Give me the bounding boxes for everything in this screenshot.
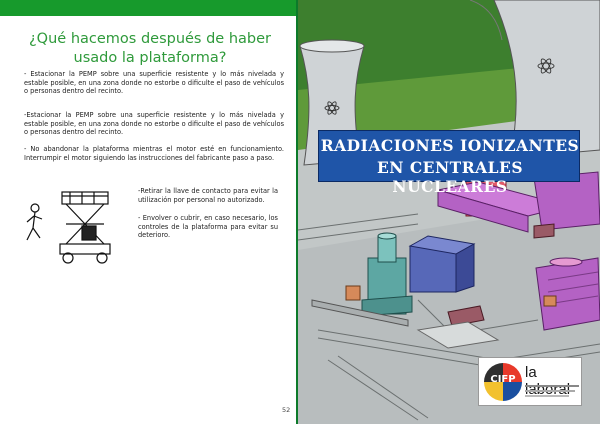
logo-subtitle-line bbox=[525, 385, 579, 387]
left-page bbox=[0, 0, 298, 424]
cifp-la-laboral-logo bbox=[478, 357, 582, 406]
paragraph-4: -Retirar la llave de contacto para evitar la utilización por personal no autorizado. bbox=[138, 187, 278, 204]
logo-name-text: la bbox=[525, 364, 537, 381]
paragraph-3: - No abandonar la plataforma mientras el motor esté en funcionamiento. Interrumpir el motor siguiendo las instrucciones del fabricante paso a paso. bbox=[24, 145, 284, 162]
cover-page bbox=[298, 0, 600, 424]
logo-subtitle-line bbox=[525, 390, 575, 392]
green-header-bar bbox=[0, 0, 298, 16]
page-number: 52 bbox=[282, 406, 291, 414]
cover-title-banner bbox=[318, 130, 580, 196]
page-title: ¿Qué hacemos después de haber usado la plataforma? bbox=[28, 31, 271, 66]
paragraph-2: -Estacionar la PEMP sobre una superficie resistente y lo más nivelada y estable posible, en una zona donde no estorbe o dificulte el paso de vehículos o personas dentro del recinto. bbox=[24, 111, 284, 137]
logo-subtitle-line bbox=[525, 395, 569, 397]
cover-title-line-2: EN CENTRALES NUCLEARES bbox=[376, 158, 524, 196]
scissor-lift-illustration bbox=[22, 186, 130, 268]
cover-title-line-1: RADIACIONES IONIZANTES bbox=[320, 136, 580, 155]
paragraph-5: - Envolver o cubrir, en caso necesario, los controles de la plataforma para evitar su deterioro. bbox=[138, 214, 278, 240]
paragraph-1: - Estacionar la PEMP sobre una superficie resistente y lo más nivelada y estable posible, en una zona donde no estorbe o dificulte el paso de vehículos o personas dentro del recinto. bbox=[24, 70, 284, 96]
logo-mark-text: CIFP bbox=[490, 374, 516, 385]
